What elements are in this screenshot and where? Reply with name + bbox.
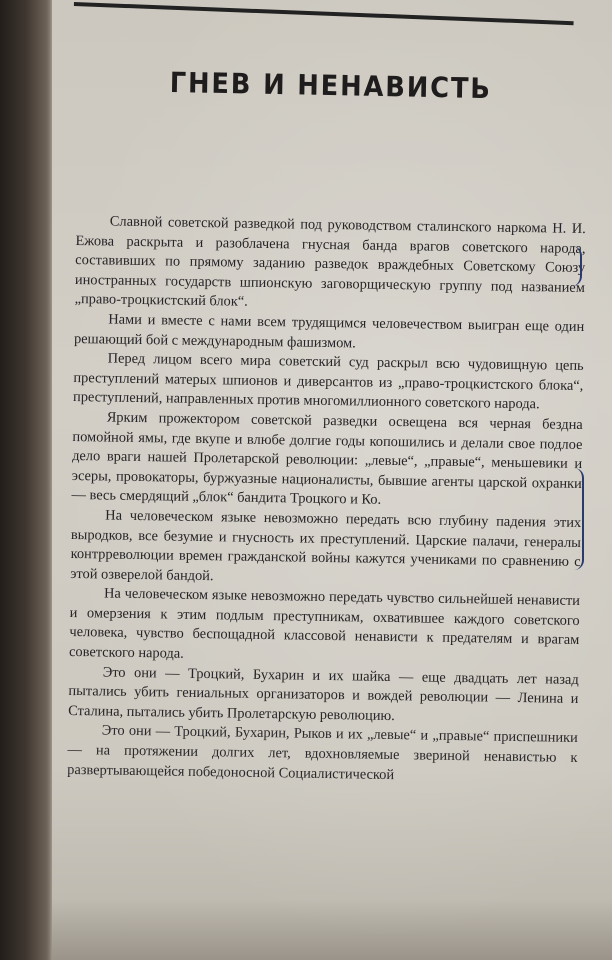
paragraph-3: Перед лицом всего мира советский суд раскрыл всю чудовищную цепь преступлений матерых шпионов и диверсантов из „право-троцкистского блока“, преступлений, направленных против многомиллионного советского народа.: [72, 350, 584, 413]
page-title: ГНЕВ И НЕНАВИСТЬ: [169, 66, 493, 106]
book-binding: [0, 0, 56, 960]
paragraph-7: Это они — Троцкий, Бухарин и их шайка — еще двадцать лет назад пытались убить гениальных организаторов и вождей революции — Ленина и Сталина, пытались убить Пролетарскую революцию.: [68, 664, 579, 724]
paragraph-1: Славной советской разведкой под руководством сталинского наркома Н. И. Ежова раскрыта и разоблачена гнусная банда врагов советского народа, составивших по прямому заданию разведок враждебных Советскому Союзу иностранных государств шпионскую заговорщическую группу под названием „право-троцкистский блок“.: [74, 213, 586, 311]
book-page: [52, 0, 612, 960]
top-rule: [74, 2, 574, 25]
paragraph-2: Нами и вместе с нами всем трудящимся человечеством выигран еще один решающий бой с международным фашизмом.: [73, 311, 585, 351]
pen-margin-bracket: [572, 468, 584, 570]
paragraph-8: Это они — Троцкий, Бухарин, Рыков и их „левые“ и „правые“ приспешники — на протяжении долгих лет, вдохновляемые звериной ненавистью к развертывающейся победоносной Социалистической: [67, 722, 578, 783]
paragraph-4: Ярким прожектором советской разведки освещена вся черная бездна помойной ямы, где вкупе и влюбе долгие годы копошились и делали свое подлое дело враги нашей Пролетарской революции: „левые“, „правые“, меньшевики и эсеры, провокаторы, буржуазные националисты, бывшие агенты царской охранки — весь смердящий „блок“ бандита Троцкого и Ко.: [71, 409, 583, 509]
paragraph-6: На человеческом языке невозможно передать чувство сильнейшей ненависти и омерзения к этим подлым преступникам, охватившее каждого советского человека, чувство беспощадной классовой ненависти к предателям и врагам советского народа.: [68, 585, 581, 662]
page-shadow: [52, 900, 612, 960]
article-body: [67, 212, 586, 788]
paragraph-5: На человеческом языке невозможно передать всю глубину падения этих выродков, все безумие и гнусность их преступлений. Царские палачи, генералы контрреволюции времен гражданской войны кажутся учениками по сравнению с этой озверелой бандой.: [70, 507, 582, 584]
pen-margin-bracket: [572, 246, 582, 286]
